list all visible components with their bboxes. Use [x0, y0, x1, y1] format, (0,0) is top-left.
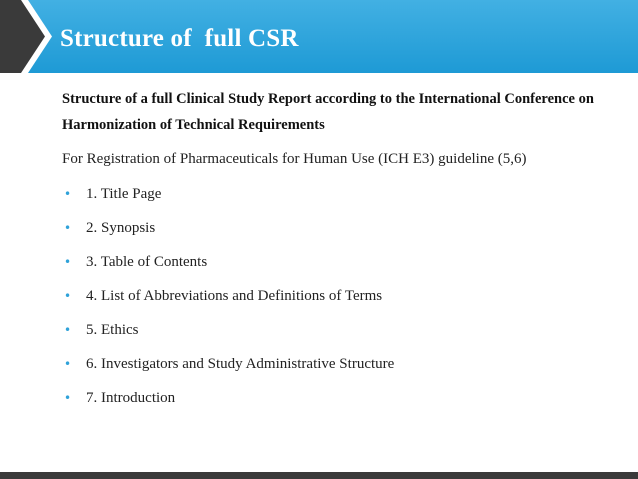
bullet-icon: • [64, 255, 72, 269]
bullet-icon: • [64, 391, 72, 405]
list-item [62, 211, 602, 245]
list-item-text: 3. Table of Contents [86, 254, 208, 270]
list-item-text: 7. Introduction [86, 390, 176, 406]
list-item [62, 347, 602, 381]
toc-bullet-list [62, 177, 602, 415]
bullet-icon: • [64, 187, 72, 201]
slide-title: Structure of full CSR [60, 25, 299, 52]
list-item-text: 2. Synopsis [86, 220, 156, 236]
bullet-icon: • [64, 221, 72, 235]
list-item [62, 381, 602, 415]
list-item-text: 6. Investigators and Study Administrative Structure [86, 356, 395, 372]
list-item [62, 245, 602, 279]
intro-bold-text: Structure of a full Clinical Study Report according to the International Conference on Harmonization of Technical Requirements [62, 91, 594, 133]
list-item-text: 4. List of Abbreviations and Definitions of Terms [86, 288, 383, 304]
list-item [62, 313, 602, 347]
list-item [62, 177, 602, 211]
list-item-text: 1. Title Page [86, 186, 162, 202]
slide-body [62, 86, 602, 415]
bullet-icon: • [64, 289, 72, 303]
list-item-text: 5. Ethics [86, 322, 139, 338]
bullet-icon: • [64, 323, 72, 337]
bullet-icon: • [64, 357, 72, 371]
title-banner [0, 0, 638, 73]
bottom-bar [0, 472, 638, 479]
intro-plain-text: For Registration of Pharmaceuticals for Human Use (ICH E3) guideline (5,6) [62, 151, 527, 167]
list-item [62, 279, 602, 313]
